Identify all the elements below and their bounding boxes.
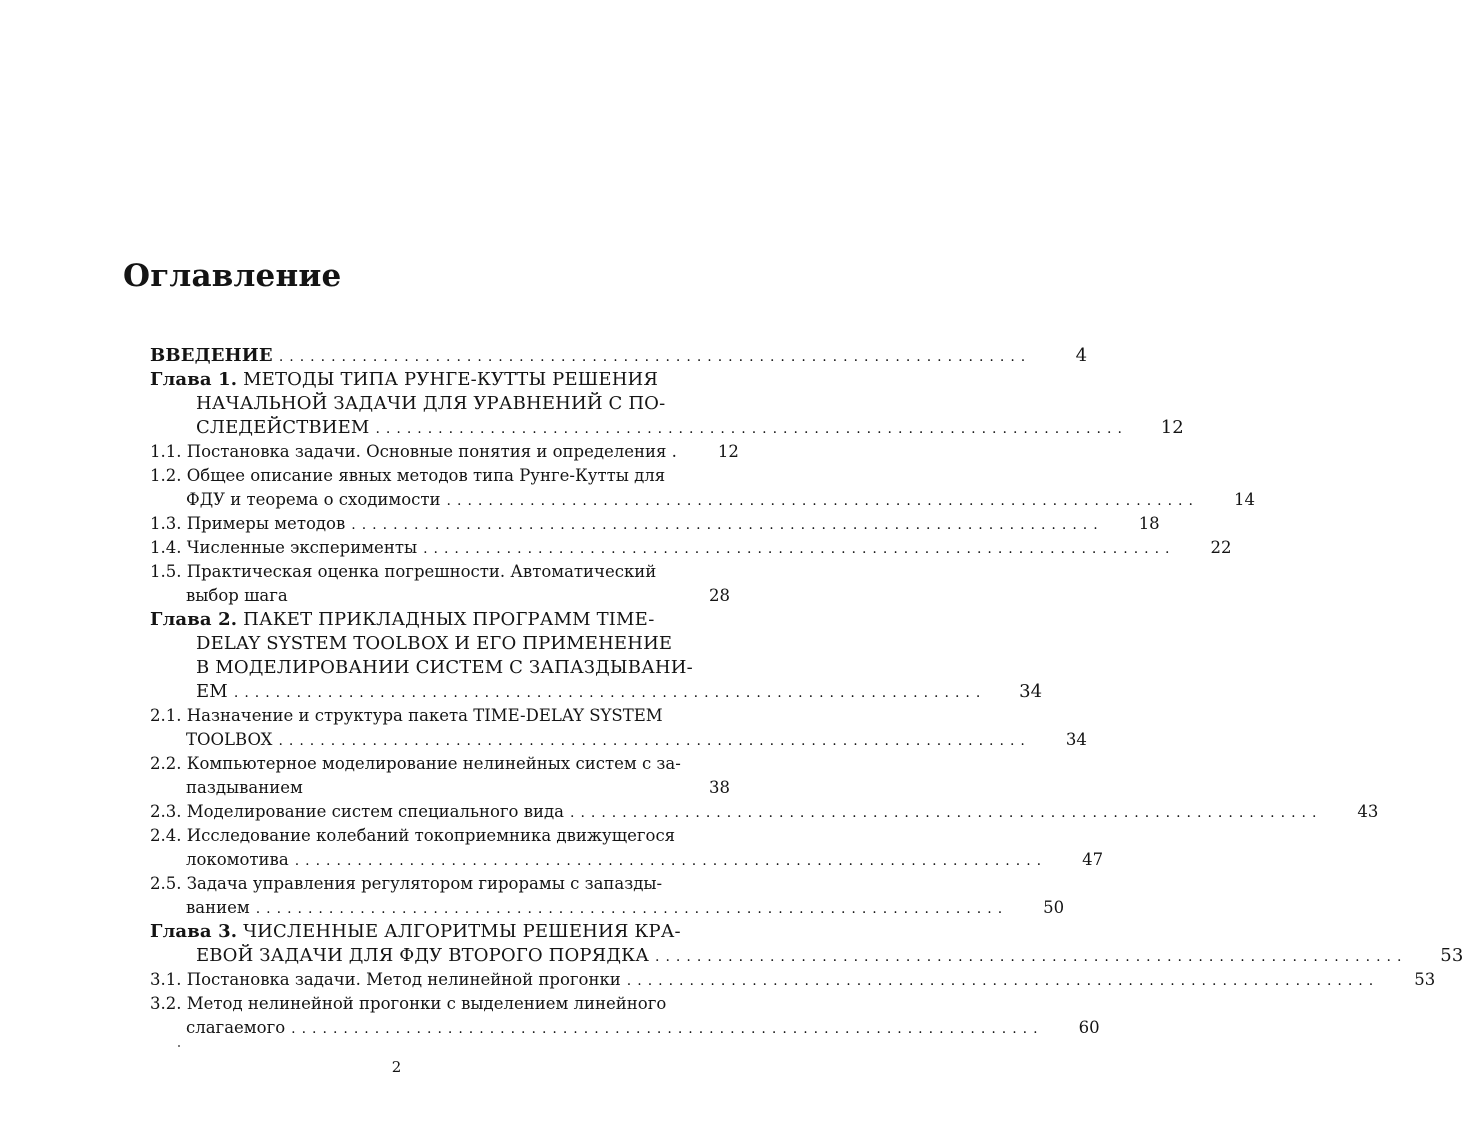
chapter-title-line: СЛЕДЕЙСТВИЕМ [196, 417, 370, 438]
dot-leader: ........................................................................ [278, 349, 1032, 365]
section-title: 1.3. Примеры методов [150, 514, 346, 533]
chapter-title-line: В МОДЕЛИРОВАНИИ СИСТЕМ С ЗАПАЗДЫВАНИ- [196, 657, 693, 678]
chapter-title-line: DELAY SYSTEM TOOLBOX И ЕГО ПРИМЕНЕНИЕ [196, 633, 673, 654]
section-title-line: паздыванием [186, 778, 303, 797]
toc-entry-section-1-5[interactable] [150, 560, 730, 584]
dot-leader: ........................................................................ [294, 853, 1048, 869]
scan-speck [178, 1045, 180, 1047]
toc-page-number: 47 [1082, 850, 1104, 869]
toc-entry-chapter-3[interactable] [150, 920, 730, 944]
toc-entry-section-3-1[interactable] [150, 968, 1436, 992]
chapter-title-line: МЕТОДЫ ТИПА РУНГЕ-КУТТЫ РЕШЕНИЯ [243, 369, 659, 390]
toc-entry-chapter-1[interactable] [150, 368, 730, 392]
dot-leader: ........................................................................ [375, 421, 1128, 437]
section-title-line: ФДУ и теорема о сходимости [186, 490, 441, 509]
toc-entry-section-3-2[interactable] [150, 992, 730, 1016]
page-number: 2 [391, 1058, 402, 1076]
chapter-title-line: ЕВОЙ ЗАДАЧИ ДЛЯ ФДУ ВТОРОГО ПОРЯДКА [196, 945, 650, 966]
section-title: 2.3. Моделирование систем специального вида [150, 802, 564, 821]
dot-leader: ........................................................................ [278, 733, 1031, 749]
section-title: 1.4. Численные эксперименты [150, 538, 418, 557]
toc-entry-chapter-2-last [150, 680, 1043, 704]
toc-entry-chapter-3-last [150, 944, 1463, 968]
section-title: 1.2. Общее описание явных методов типа Рунге-Кутты для [150, 466, 666, 485]
section-title: 2.4. Исследование колебаний токоприемника движущегося [150, 826, 676, 845]
toc-entry-label: ВВЕДЕНИЕ [150, 345, 273, 366]
dot-leader: ........................................................................ [570, 805, 1323, 821]
toc-page-number: 53 [1440, 945, 1463, 966]
toc-page-number: 4 [1075, 345, 1088, 366]
toc-entry-section-2-4[interactable] [150, 824, 730, 848]
chapter-title-line: НАЧАЛЬНОЙ ЗАДАЧИ ДЛЯ УРАВНЕНИЙ С ПО- [196, 393, 666, 414]
toc-page-number: 22 [1210, 538, 1232, 557]
dot-leader: ........................................................................ [291, 1021, 1044, 1037]
chapter-prefix: Глава 1. [150, 369, 238, 390]
dot-leader: ........................................................................ [351, 517, 1104, 533]
toc-entry-section-2-2-cont [150, 776, 730, 800]
dot-leader: ........................................................................ [423, 541, 1176, 557]
dot-leader: ........................................................................ [626, 973, 1380, 989]
section-title: 1.1. Постановка задачи. Основные понятия и определения . [150, 442, 677, 461]
section-title-line: локомотива [186, 850, 289, 869]
toc-page-number: 18 [1138, 514, 1160, 533]
section-title-line: слагаемого [186, 1018, 286, 1037]
toc-page-number: 60 [1078, 1018, 1100, 1037]
section-title: 2.1. Назначение и структура пакета TIME-DELAY SYSTEM [150, 706, 663, 725]
chapter-title-line: ЧИСЛЕННЫЕ АЛГОРИТМЫ РЕШЕНИЯ КРА- [243, 921, 681, 942]
toc-page-number: 38 [709, 778, 730, 797]
toc-entry-section-2-3[interactable] [150, 800, 1379, 824]
page-title: Оглавление [123, 258, 342, 294]
toc-page-number: 12 [717, 442, 739, 461]
toc-page-number: 50 [1043, 898, 1065, 917]
dot-leader: ........................................................................ [233, 685, 987, 701]
chapter-title-line: ЕМ [196, 681, 228, 702]
section-title: 2.5. Задача управления регулятором гирорамы с запазды- [150, 874, 663, 893]
toc-entry-section-1-5-cont [150, 584, 730, 608]
toc-entry-chapter-2-cont [150, 632, 730, 656]
section-title: 2.2. Компьютерное моделирование нелинейных систем с за- [150, 754, 681, 773]
toc-entry-introduction[interactable] [150, 344, 1088, 368]
section-title: 1.5. Практическая оценка погрешности. Автоматический [150, 562, 657, 581]
toc-entry-section-3-2-cont [150, 1016, 1100, 1040]
toc-entry-section-1-4[interactable] [150, 536, 1232, 560]
toc-page-number: 14 [1233, 490, 1255, 509]
toc-page-number: 34 [1065, 730, 1087, 749]
toc-entry-chapter-1-last [150, 416, 1184, 440]
toc-page-number: 53 [1414, 970, 1436, 989]
toc-entry-section-2-2[interactable] [150, 752, 730, 776]
toc-entry-section-2-1-cont [150, 728, 1087, 752]
toc-entry-section-1-3[interactable] [150, 512, 1160, 536]
chapter-prefix: Глава 2. [150, 609, 238, 630]
dot-leader: ........................................................................ [446, 493, 1199, 509]
toc-page-number: 34 [1019, 681, 1043, 702]
section-title: 3.1. Постановка задачи. Метод нелинейной прогонки [150, 970, 621, 989]
toc-entry-chapter-1-cont [150, 392, 730, 416]
section-title-line: ванием [186, 898, 250, 917]
toc-entry-chapter-2-cont [150, 656, 730, 680]
toc-entry-section-1-1[interactable] [150, 440, 739, 464]
chapter-title-line: ПАКЕТ ПРИКЛАДНЫХ ПРОГРАММ TIME- [243, 609, 655, 630]
chapter-prefix: Глава 3. [150, 921, 238, 942]
toc-entry-section-2-1[interactable] [150, 704, 730, 728]
toc-page-number: 28 [709, 586, 730, 605]
table-of-contents [150, 344, 1463, 1040]
dot-leader: ........................................................................ [255, 901, 1009, 917]
toc-page-number: 43 [1357, 802, 1379, 821]
section-title-line: TOOLBOX [186, 730, 273, 749]
toc-entry-section-2-4-cont [150, 848, 1104, 872]
toc-entry-section-1-2-cont [150, 488, 1255, 512]
dot-leader: ........................................................................ [655, 949, 1408, 965]
toc-entry-section-1-2[interactable] [150, 464, 730, 488]
toc-entry-section-2-5-cont [150, 896, 1065, 920]
section-title: 3.2. Метод нелинейной прогонки с выделением линейного [150, 994, 667, 1013]
toc-entry-section-2-5[interactable] [150, 872, 730, 896]
section-title-line: выбор шага [186, 586, 288, 605]
toc-page-number: 12 [1160, 417, 1184, 438]
toc-entry-chapter-2[interactable] [150, 608, 730, 632]
